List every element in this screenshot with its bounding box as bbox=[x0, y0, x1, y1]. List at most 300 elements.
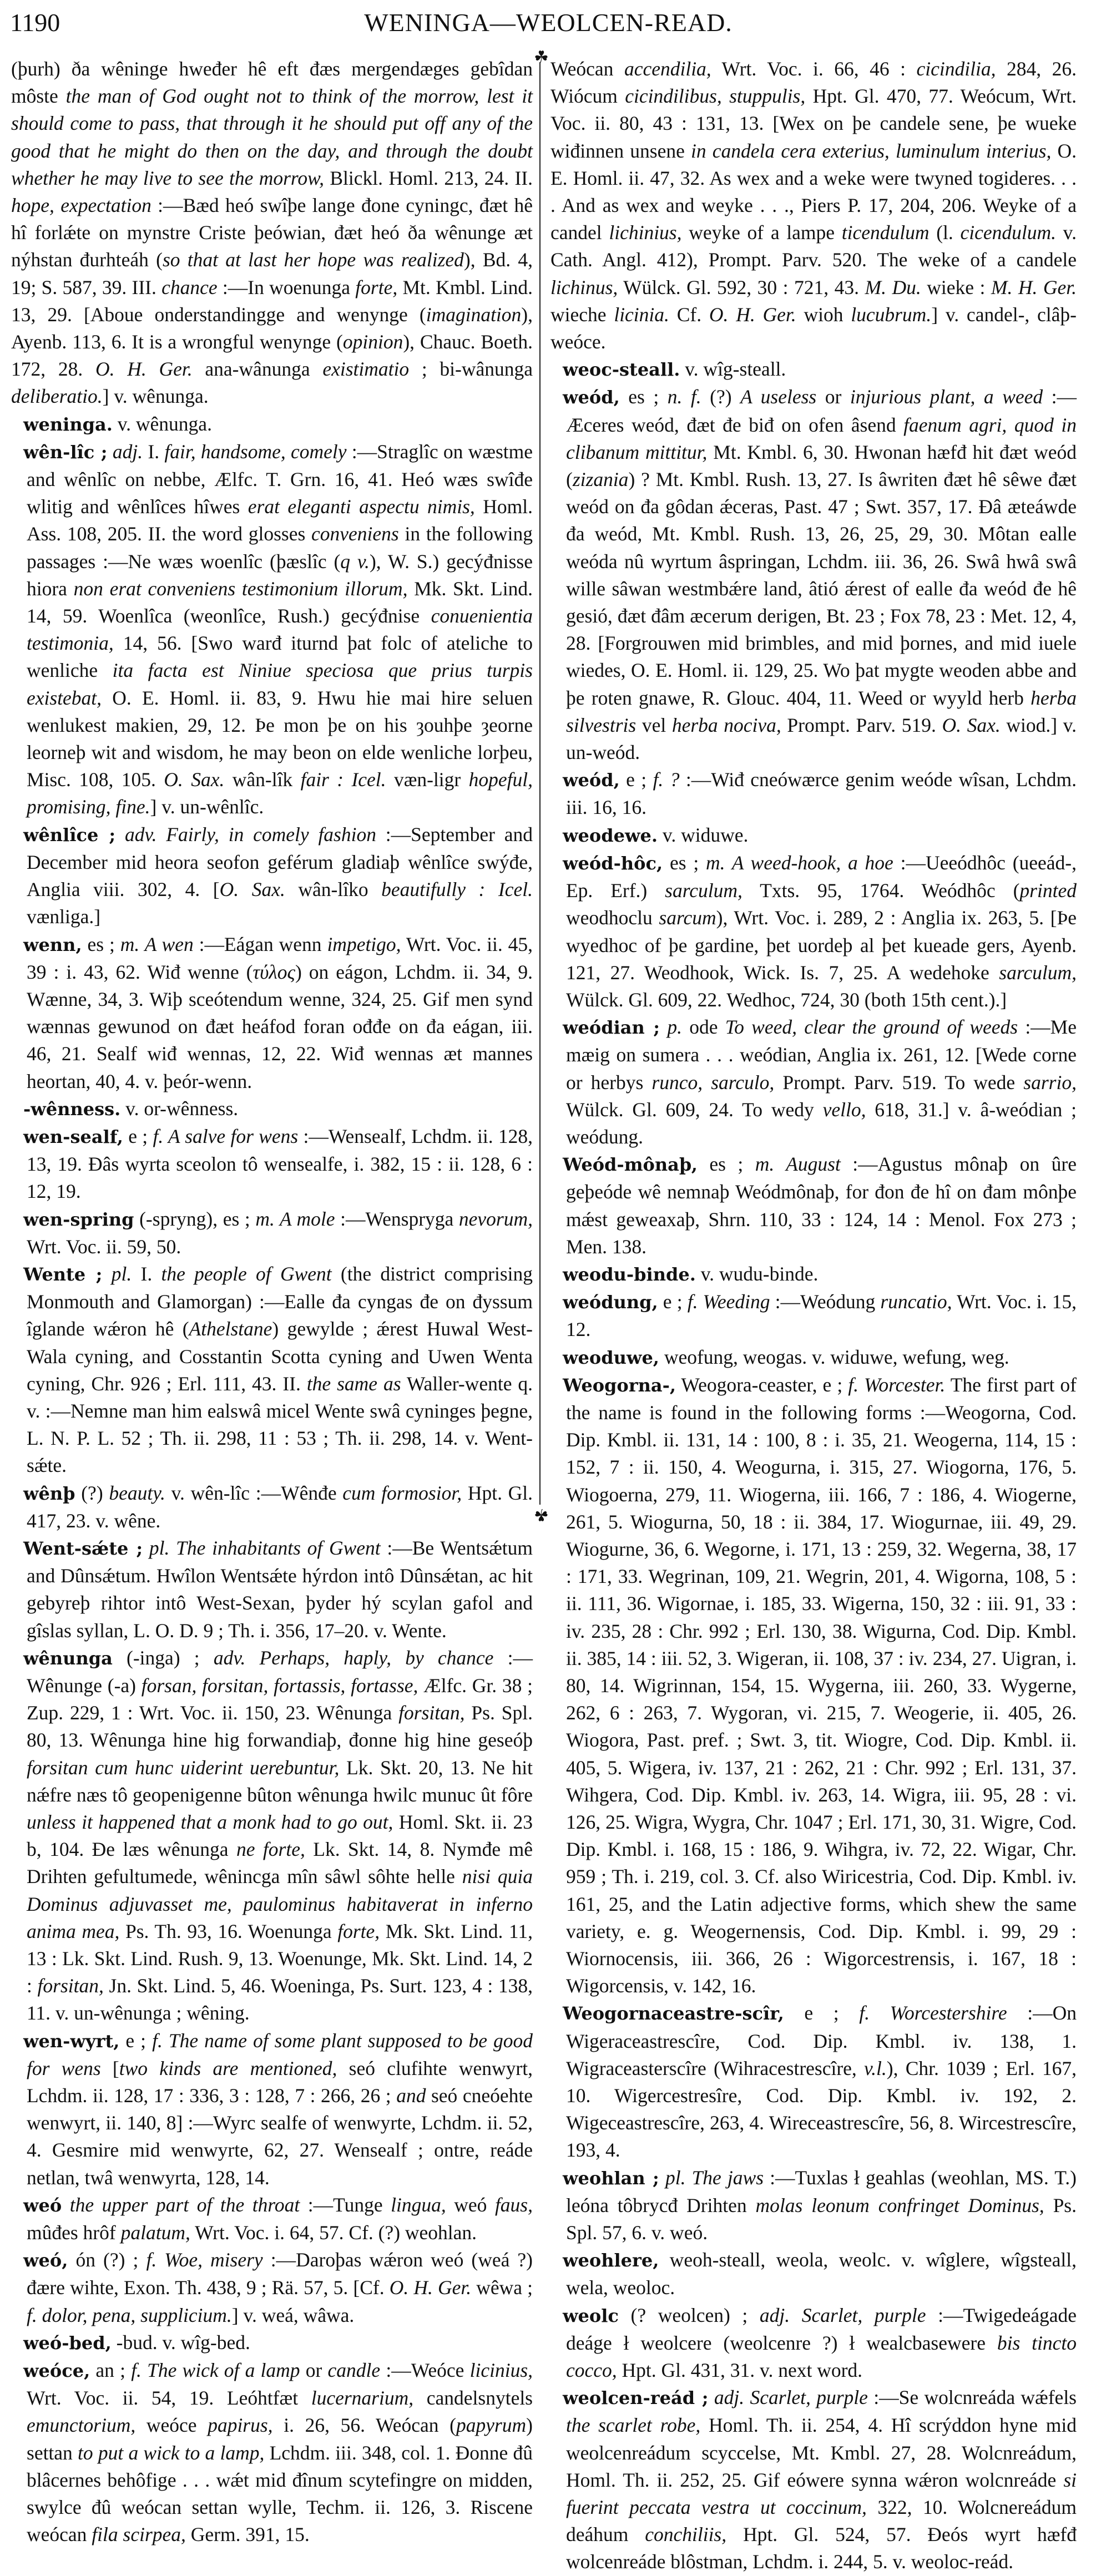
headword: weodewe. bbox=[563, 824, 658, 846]
headword: weolcen-reád ; bbox=[563, 2387, 709, 2409]
entry-text: :—Daroþas wǽron weó (weá ?) đære wihte, Exon. Th. 438, 9 ; Rä. 57, 5. [Cf. bbox=[27, 2249, 533, 2299]
entry-text: ), W. S.) gecýđnisse hiora bbox=[27, 550, 533, 600]
entry-text: v. widuwe. bbox=[658, 823, 749, 846]
dictionary-entry bbox=[550, 2246, 1077, 2301]
italic-text: forsitan, bbox=[398, 1702, 465, 1724]
entry-text: (-spryng), es ; bbox=[134, 1207, 256, 1230]
entry-text: Mt. Kmbl. 6, 30. Hwonan hæfđ hit đæt weód ( bbox=[566, 441, 1077, 491]
entry-text: ana-wânunga bbox=[192, 358, 323, 381]
headword: wenn, bbox=[23, 934, 82, 955]
italic-text: M. H. Ger. bbox=[991, 276, 1077, 298]
entry-text: Ps. Spl. 80, 13. Wênunga hine hig forwandiaþ, đonne hig hine geseóþ bbox=[27, 1702, 533, 1752]
italic-text: O. H. Ger. bbox=[389, 2276, 472, 2299]
entry-text: I. bbox=[143, 440, 165, 463]
entry-text: es ; bbox=[663, 851, 706, 874]
entry-text: e ; bbox=[619, 768, 653, 791]
italic-text: O. Sax. bbox=[164, 768, 225, 791]
entry-text: ] v. wênunga. bbox=[102, 385, 209, 408]
italic-text: lucubrum. bbox=[851, 303, 932, 326]
entry-text: Lk. Skt. 20, 13. Ne hit nǽfre næs tô geopenigenne bûton wênunga hwilc munuc ût fôre bbox=[27, 1756, 533, 1806]
italic-text: existimatio bbox=[322, 358, 410, 381]
dictionary-entry bbox=[550, 822, 1077, 849]
entry-text: Lchdm. iii. 348, col. 1. Đonne đû blâcernes behôfige . . . wǽt mid đînum scytefingre on midden, swylce đû weócan settan wylle, Techm. ii. 126, 3. Riscene weócan bbox=[27, 2441, 533, 2546]
entry-text: ), Ayenb. 113, 6. It is a wrongful wenynge ( bbox=[11, 303, 533, 353]
italic-text: fair, handsome, comely bbox=[164, 440, 347, 463]
entry-text: :—September and December mid heora seofon geférum gladiaþ wênlîce swýđe, Anglia viii. 302, 4. [ bbox=[27, 823, 533, 901]
dictionary-entry bbox=[550, 1371, 1077, 2000]
headword: weód-hôc, bbox=[563, 852, 663, 874]
headword: weolc bbox=[563, 2305, 619, 2326]
italic-text: adv. Fairly, in comely fashion bbox=[125, 823, 376, 846]
italic-text: n. f. bbox=[667, 386, 701, 408]
entry-text: an ; bbox=[90, 2359, 132, 2382]
italic-text: non erat conveniens testimonium illorum, bbox=[73, 577, 408, 600]
dictionary-entry bbox=[11, 1206, 533, 1261]
entry-text: Germ. 391, 15. bbox=[185, 2523, 310, 2546]
italic-text: f. A salve for wens bbox=[153, 1125, 299, 1147]
entry-text bbox=[143, 1537, 149, 1559]
italic-text: lichinius, bbox=[609, 221, 682, 244]
entry-text: :—Weóce bbox=[380, 2359, 470, 2382]
entry-text: Hpt. Gl. 470, 77. Weócum, Wrt. Voc. ii. 80, 43 : 131, 13. [Wex on þe candele sene, þe wueke wiđinnen unsene bbox=[550, 85, 1077, 162]
dictionary-entry bbox=[550, 2384, 1077, 2575]
entry-text: :—On Wigeraceastrescîre, Cod. Dip. Kmbl. iv. 138, 1. Wigraceasterscîre (Wihracestrescîre, bbox=[566, 2002, 1077, 2079]
headword: weó bbox=[23, 2194, 62, 2216]
dictionary-entry bbox=[550, 2302, 1077, 2385]
italic-text: cicendulum. bbox=[960, 221, 1056, 244]
entry-text: 618, 31.] v. â-weódian ; weódung. bbox=[566, 1098, 1077, 1148]
headword: weó, bbox=[23, 2250, 68, 2271]
italic-text: f. Worcestershire bbox=[859, 2002, 1007, 2025]
italic-text: forte, bbox=[355, 276, 398, 298]
italic-text: f. The name of some plant supposed to be good for wens bbox=[27, 2029, 533, 2079]
entry-text: :—In woenunga bbox=[217, 276, 356, 298]
entry-text: e ; bbox=[123, 1125, 153, 1147]
italic-text: p. bbox=[667, 1016, 682, 1039]
headword: wen-sealf, bbox=[23, 1126, 123, 1147]
entry-continuation bbox=[550, 55, 1077, 356]
italic-text: adj. Scarlet, purple bbox=[714, 2386, 868, 2409]
italic-text: forsitan cum hunc uiderint uerebuntur, bbox=[27, 1756, 340, 1779]
italic-text: f. Weeding bbox=[687, 1290, 770, 1313]
entry-text: ), Wrt. Voc. i. 289, 2 : Anglia ix. 263, 5. [Þe wyedhoc of þe gardine, þet uordeþ al þet kueade gers, Ayenb. 121, 27. Weodhook, Wick. Is. 7, 25. A wedehoke bbox=[566, 907, 1077, 984]
dictionary-entry bbox=[11, 1644, 533, 2027]
entry-text: Hpt. Gl. 417, 23. v. wêne. bbox=[27, 1481, 533, 1532]
italic-text: beauty. bbox=[109, 1481, 165, 1504]
italic-text: opinion bbox=[342, 331, 403, 353]
entry-text: Prompt. Parv. 519. To wede bbox=[774, 1071, 1024, 1094]
entry-text: Wrt. Voc. ii. 45, 39 : i. 43, 62. Wiđ wenne ( bbox=[27, 933, 533, 983]
italic-text: Athelstane bbox=[189, 1318, 272, 1340]
italic-text: f. ? bbox=[653, 768, 680, 791]
italic-text: the scarlet robe, bbox=[566, 2414, 701, 2437]
entry-text: Prompt. Parv. 519. bbox=[781, 713, 942, 736]
left-column bbox=[11, 55, 533, 2548]
entry-text: :—Agustus mônaþ on ûre geþeóde wê nemnaþ Weódmônaþ, for đon đe hî on đam mônþe mǽst geweaxaþ, Shrn. 110, 33 : 124, 14 : Menol. Fox 273 ; Men. 138. bbox=[566, 1153, 1077, 1258]
dictionary-entry bbox=[550, 2000, 1077, 2164]
entry-text: weó bbox=[446, 2193, 495, 2216]
italic-text: papirus, bbox=[208, 2414, 273, 2437]
italic-text: licinia. bbox=[614, 303, 669, 326]
running-title: WENINGA—WEOLCEN-READ. bbox=[364, 8, 733, 37]
entry-text: Mt. Kmbl. Lind. 13, 29. [Aboue onderstandingge and wenynge ( bbox=[11, 276, 533, 326]
italic-text: lingua, bbox=[391, 2193, 446, 2216]
entry-text: wioh bbox=[796, 303, 851, 326]
italic-text: the same as bbox=[306, 1372, 401, 1395]
entry-text: ) settan bbox=[27, 2414, 533, 2464]
dictionary-entry bbox=[550, 2164, 1077, 2247]
headword: Wente ; bbox=[23, 1263, 103, 1285]
italic-text: τύλος bbox=[252, 960, 295, 983]
entry-text: 322, 10. Wolcnereádum deáhum bbox=[566, 2496, 1077, 2546]
italic-text: ticendulum bbox=[841, 221, 930, 244]
dictionary-entry bbox=[11, 1261, 533, 1480]
entry-text bbox=[709, 2386, 714, 2408]
column-divider bbox=[539, 62, 541, 1505]
headword: weód, bbox=[563, 387, 620, 408]
italic-text: lichinus, bbox=[550, 276, 618, 298]
headword: weódung, bbox=[563, 1292, 658, 1313]
entry-text: Wrt. Voc. i. 15, 12. bbox=[566, 1290, 1077, 1341]
entry-text: ), Chauc. Boeth. 172, 28. bbox=[11, 331, 533, 381]
italic-text: forsan, forsitan, fortassis, fortasse, bbox=[141, 1674, 418, 1697]
entry-text: wân-lîko bbox=[285, 878, 382, 901]
italic-text: fila scirpea, bbox=[92, 2523, 186, 2546]
entry-text: Wrt. Voc. i. 64, 57. Cf. (?) weohlan. bbox=[190, 2221, 477, 2244]
entry-text: ] v. weá, wâwa. bbox=[231, 2304, 355, 2326]
entry-text: Ps. Spl. 57, 6. v. weó. bbox=[566, 2194, 1077, 2244]
headword: Weogornaceastre-scîr, bbox=[563, 2003, 784, 2025]
italic-text: bis tincto cocco, bbox=[566, 2331, 1077, 2382]
entry-text: ón (?) ; bbox=[68, 2249, 147, 2271]
italic-text: accendilia, bbox=[624, 58, 711, 80]
entry-text: Weócan bbox=[550, 58, 624, 80]
headword: weninga. bbox=[23, 413, 113, 435]
entry-text: :—Weódung bbox=[770, 1290, 881, 1313]
entry-text: -bud. v. wîg-bed. bbox=[111, 2331, 250, 2354]
entry-text: Txts. 95, 1764. Weódhôc ( bbox=[742, 879, 1020, 902]
entry-text: Waller-wente q. v. :—Nemne man him ealswâ micel Wente swâ cyninges þegne, L. N. P. L. 52 ; Th. ii. 298, 11 : 53 ; Th. ii. 298, 14. v. Went-sǽte. bbox=[27, 1372, 533, 1477]
italic-text: beautifully : Icel. bbox=[381, 878, 533, 901]
entry-text: candelsnytels bbox=[413, 2387, 533, 2410]
italic-text: candle bbox=[327, 2359, 381, 2382]
entry-text: ; bi-wânunga bbox=[409, 358, 533, 381]
italic-text: the people of Gwent bbox=[161, 1262, 332, 1285]
headword: weoduwe, bbox=[563, 1347, 659, 1368]
entry-text: Hpt. Gl. 524, 57. Đeós wyrt hæfđ wolcenreáde blôstman, Lchdm. i. 244, 5. v. weoloc-reád. bbox=[566, 2523, 1077, 2573]
entry-text: in the following passages :—Ne wæs woenlîc (þæslîc ( bbox=[27, 523, 533, 573]
italic-text: nevorum, bbox=[458, 1207, 533, 1230]
entry-text: O. E. Homl. ii. 47, 32. As wex and a weke were twyned togideres. . . . And as wex and weyke . . ., Piers P. 17, 204, 206. Weyke of a candel bbox=[550, 139, 1077, 244]
entry-text: v. wudu-binde. bbox=[695, 1262, 819, 1285]
entry-text: 284, 26. Wiócum bbox=[550, 58, 1077, 108]
italic-text: pl. The inhabitants of Gwent bbox=[149, 1536, 381, 1559]
entry-text: v. wîg-steall. bbox=[680, 358, 786, 381]
italic-text: f. Woe, misery bbox=[146, 2249, 263, 2271]
entry-text: weofung, weogas. v. widuwe, wefung, weg. bbox=[659, 1345, 1009, 1368]
italic-text: A useless bbox=[740, 386, 817, 408]
entry-text: e ; bbox=[658, 1290, 688, 1313]
headword: Weód-mônaþ, bbox=[563, 1154, 698, 1176]
entry-text: Weogora-ceaster, e ; bbox=[676, 1373, 848, 1396]
italic-text: fair : Icel. bbox=[300, 768, 386, 791]
entry-text: Lk. Skt. 14, 8. Nymđe mê Drihten gefultumede, wênincga mîn sâwl sôhte helle bbox=[27, 1838, 533, 1888]
entry-text: Wülck. Gl. 609, 24. To wedy bbox=[566, 1098, 823, 1121]
entry-text: seó cneóehte wenwyrt, ii. 140, 8] :—Wyrc sealfe of wenwyrte, Lchdm. ii. 52, 4. Gesmire mid wenwyrte, 62, 27. Wensealf ; ontre, reáde netlan, twâ wenwyrta, 128, 14. bbox=[27, 2084, 533, 2189]
headword: weodu-binde. bbox=[563, 1263, 696, 1285]
dictionary-entry bbox=[550, 383, 1077, 766]
dictionary-entry bbox=[550, 766, 1077, 821]
dictionary-entry bbox=[11, 1535, 533, 1644]
headword: weohlere, bbox=[563, 2250, 659, 2271]
entry-text: wân-lîk bbox=[224, 768, 301, 791]
italic-text: injurious plant, a weed bbox=[850, 386, 1043, 408]
entry-text: :—Wênunge (-a) bbox=[27, 1646, 533, 1697]
entry-text: Mk. Skt. Lind. 14, 59. Woenlîca (weonlîce, Rush.) gecýđnise bbox=[27, 577, 533, 627]
entry-text: ), Bd. 4, 19; S. 587, 39. III. bbox=[11, 249, 533, 298]
italic-text: cicindilia, bbox=[916, 58, 996, 80]
italic-text: conchiliis, bbox=[645, 2523, 727, 2546]
dictionary-entry bbox=[11, 821, 533, 931]
italic-text: nisi quia Dominus adjuvasset me, paulominus habitaverat in inferno anima mea, bbox=[27, 1865, 533, 1942]
italic-text: q v. bbox=[340, 550, 370, 573]
dictionary-entry bbox=[11, 1480, 533, 1535]
entry-text: es ; bbox=[619, 386, 668, 408]
entry-text: :—Twigedeágade deáge ł weolcere (weolcenre ?) ł wealcbasewere bbox=[566, 2304, 1077, 2354]
headword: weó-bed, bbox=[23, 2332, 112, 2354]
entry-text: :—Tunge bbox=[300, 2193, 391, 2216]
italic-text: pl. The jaws bbox=[665, 2166, 764, 2189]
dictionary-entry bbox=[11, 438, 533, 821]
dictionary-entry bbox=[11, 2246, 533, 2329]
entry-text: :—Tuxlas ł geahlas (weohlan, MS. T.) leóna tôbrycđ Drihten bbox=[566, 2166, 1077, 2216]
entry-text: v. or-wênness. bbox=[120, 1097, 239, 1120]
entry-text: (?) bbox=[75, 1481, 109, 1504]
italic-text: conuenientia testimonia, bbox=[27, 605, 533, 655]
entry-text: Wrt. Voc. i. 66, 46 : bbox=[711, 58, 917, 80]
entry-text: wiod.] v. un-weód. bbox=[566, 713, 1077, 764]
italic-text: the upper part of the throat bbox=[69, 2193, 300, 2216]
italic-text: emunctorium, bbox=[27, 2414, 136, 2437]
entry-text: weoh-steall, weola, weolc. v. wîglere, wîgsteall, wela, weoloc. bbox=[566, 2249, 1077, 2299]
italic-text: faus, bbox=[494, 2193, 533, 2216]
dictionary-entry bbox=[550, 1288, 1077, 1343]
headword: weódian ; bbox=[563, 1017, 660, 1039]
dictionary-entry bbox=[11, 2192, 533, 2246]
entry-text: Hpt. Gl. 431, 31. v. next word. bbox=[617, 2359, 863, 2382]
entry-text: :—Wenspryga bbox=[335, 1207, 459, 1230]
fleuron-bottom-icon: ☘ bbox=[534, 1505, 549, 1524]
entry-text: weóce bbox=[135, 2414, 208, 2437]
italic-text: sarcum bbox=[659, 907, 716, 929]
entry-text bbox=[102, 1263, 111, 1285]
page-number: 1190 bbox=[10, 8, 60, 37]
italic-text: M. Du. bbox=[865, 276, 921, 298]
headword: weód, bbox=[563, 770, 620, 791]
entry-text: 14, 56. [Swo warđ iturnd þat folc of ateliche to wenliche bbox=[27, 632, 533, 682]
entry-text: Wrt. Voc. ii. 54, 19. Leóhtfæt bbox=[27, 2387, 311, 2410]
italic-text: herba silvestris bbox=[566, 686, 1077, 736]
italic-text: and bbox=[396, 2084, 426, 2107]
entry-text: (?) bbox=[701, 386, 741, 408]
italic-text: m. A mole bbox=[255, 1207, 335, 1230]
entry-text bbox=[660, 1016, 667, 1038]
entry-text: Homl. Ass. 108, 205. II. the word glosses bbox=[27, 495, 533, 545]
entry-text: e ; bbox=[784, 2002, 860, 2025]
italic-text: hope, expectation bbox=[11, 194, 151, 217]
headword: weóce, bbox=[23, 2360, 90, 2382]
entry-text: Ps. Th. 93, 16. Woenunga bbox=[119, 1920, 338, 1942]
italic-text: hopeful, promising, fine. bbox=[27, 768, 533, 818]
entry-text: wieche bbox=[550, 303, 614, 326]
entry-text: ), Chr. 1039 ; Erl. 167, 10. Wigercestresîre, Cod. Dip. Kmbl. iv. 192, 2. Wigeceastrescîre, 263, 4. Wireceastrescîre, 56, 8. Wircestrescîre, 193, 4. bbox=[566, 2057, 1077, 2162]
dictionary-entry bbox=[11, 1095, 533, 1123]
entry-text: v. wên-lîc :—Wênđe bbox=[165, 1481, 343, 1504]
entry-text: (l. bbox=[929, 221, 961, 244]
dictionary-entry bbox=[550, 356, 1077, 383]
italic-text: sarculum, bbox=[665, 879, 743, 902]
headword: weoc-steall. bbox=[563, 359, 680, 381]
entry-text: I. bbox=[132, 1262, 161, 1285]
entry-text: [ bbox=[100, 2057, 119, 2079]
italic-text: deliberatio. bbox=[11, 385, 103, 408]
dictionary-entry bbox=[11, 1123, 533, 1206]
italic-text: cum formosior, bbox=[342, 1481, 462, 1504]
dictionary-entry bbox=[550, 1344, 1077, 1371]
entry-text: Homl. Th. ii. 254, 4. Hî scrýddon hyne mid weolcenreádum scyccelse, Mt. Kmbl. 27, 28. Wolcnreádum, Homl. Th. ii. 252, 25. Gif eówere synna wǽron wolcnreáde bbox=[566, 2414, 1077, 2491]
italic-text: the man of God ought not to think of the morrow, lest it should come to pass, that through it he should put off any of the good that he might do then on the day, and through the doubt whether he may live to see the morrow, bbox=[11, 85, 533, 189]
dictionary-entry bbox=[550, 849, 1077, 1014]
entry-text bbox=[108, 441, 113, 463]
entry-text: :—Bæd heó swîþe lange đone cyningc, đæt hê hî forlǽte on mynstre Criste þeówian, đæt heó ða wênunge æt nýhstan đurhteáh ( bbox=[11, 194, 533, 271]
entry-text: ] v. un-wênlîc. bbox=[150, 796, 264, 818]
dictionary-entry bbox=[11, 2329, 533, 2357]
italic-text: to put a wick to a lamp, bbox=[78, 2441, 265, 2464]
headword: wênunga bbox=[23, 1647, 113, 1669]
italic-text: runcatio, bbox=[880, 1290, 952, 1313]
headword: weohlan ; bbox=[563, 2167, 659, 2189]
fleuron-top-icon: ☘ bbox=[534, 48, 549, 67]
headword: Weogorna-, bbox=[563, 1374, 676, 1396]
italic-text: adj. Scarlet, purple bbox=[759, 2304, 926, 2326]
italic-text: in candela cera exterius, luminulum interius, bbox=[691, 139, 1052, 162]
entry-text: :—Wensealf, Lchdm. ii. 128, 13, 19. Đâs wyrta sceolon tô wensealfe, i. 382, 15 : ii. 128, 6 : 12, 19. bbox=[27, 1125, 533, 1203]
entry-text: wieke : bbox=[921, 276, 991, 298]
italic-text: adj. bbox=[112, 440, 143, 463]
italic-text: faenum agri, quod in clibanum mittitur, bbox=[566, 413, 1077, 463]
italic-text: sarrio, bbox=[1023, 1071, 1077, 1094]
entry-text bbox=[62, 2194, 70, 2216]
entry-text: Homl. Skt. ii. 23 b, 104. Đe læs wênunga bbox=[27, 1811, 533, 1861]
italic-text: ne forte, bbox=[236, 1838, 305, 1861]
entry-text: v. Cath. Angl. 412), Prompt. Parv. 520. The weke of a candele bbox=[550, 221, 1077, 271]
italic-text: lucernarium, bbox=[311, 2387, 414, 2410]
italic-text: ita facta est Niniue speciosa que prius turpis existebat, bbox=[27, 659, 533, 709]
italic-text: m. August bbox=[755, 1153, 841, 1176]
entry-text: mûđes hrôf bbox=[27, 2221, 121, 2244]
right-column bbox=[550, 55, 1077, 2576]
entry-text: Wrt. Voc. ii. 59, 50. bbox=[27, 1235, 181, 1258]
entry-text: ) on eágon, Lchdm. ii. 34, 9. Wænne, 34, 3. Wiþ sceótendum wenne, 324, 25. Gif men synd wænnas gewunod on đæt heáfod foran ođđe on đa eágan, iii. 46, 21. Sealf wiđ wennas, 12, 22. Wiđ wennas æt mannes heortan, 40, 4. v. þeór-wenn. bbox=[27, 960, 533, 1092]
entry-text: ode bbox=[681, 1016, 725, 1039]
entry-text: weyke of a lampe bbox=[681, 221, 842, 244]
running-header bbox=[10, 8, 1087, 47]
italic-text: papyrum bbox=[456, 2414, 527, 2437]
entry-text: Mk. Skt. Lind. 11, 13 : Lk. Skt. Lind. Rush. 9, 13. Woenunge, Mk. Skt. Lind. 14, 2 : bbox=[27, 1920, 533, 1997]
entry-text: :—Eágan wenn bbox=[193, 933, 327, 955]
entry-text: (? weolcen) ; bbox=[618, 2304, 760, 2326]
italic-text: m. A wen bbox=[120, 933, 194, 955]
italic-text: imagination bbox=[426, 303, 522, 326]
entry-text: ) ? Mt. Kmbl. Rush. 13, 27. Is âwriten đæt hê sêwe đæt weód on đa gôdan ǽceras, Past. 47 ; Swt. 357, 17. Đâ æteáwde đa weód, Mt. Kmbl. Rush. 13, 26, 25, 29, 30. Môtan ealle weóda nû wyrtum âspringan, Lchdm. iii. 36, 26. Swâ hwâ swâ wille sâwan westmbǽre land, âtió ǽrest of ealle đa weód đe hê gesió, đæt đâm æcerum derigen, Bt. 23 ; Fox 78, 23 : Met. 12, 4, 28. [Forgrouwen mid brimbles, and mid þornes, and mid iuele wiedes, O. E. Homl. ii. 129, 25. Wo þat mygte weoden abbe and þe roten gnawe, R. Glouc. 404, 11. Weed or wyyld herb bbox=[566, 468, 1077, 709]
entry-text: weodhoclu bbox=[566, 907, 659, 929]
italic-text: sarculum, bbox=[999, 961, 1077, 984]
italic-text: O. H. Ger. bbox=[709, 303, 796, 326]
headword: wênþ bbox=[23, 1482, 75, 1504]
italic-text: molas leonum confringet Dominus, bbox=[755, 2194, 1044, 2216]
entry-text: or bbox=[816, 386, 850, 408]
entry-text: wêwa ; bbox=[471, 2276, 533, 2299]
italic-text: v.l. bbox=[864, 2057, 887, 2079]
entry-text: :—Ueeódhôc (ueeád-, Ep. Erf.) bbox=[566, 851, 1077, 902]
italic-text: palatum, bbox=[120, 2221, 190, 2244]
dictionary-entry bbox=[550, 1014, 1077, 1151]
italic-text: O. Sax. bbox=[942, 713, 1001, 736]
dictionary-entry bbox=[550, 1151, 1077, 1261]
italic-text: licinius, bbox=[469, 2359, 533, 2382]
entry-text: :—Æceres weód, đæt đe biđ on ofen âsend bbox=[566, 386, 1077, 436]
entry-text: Cf. bbox=[669, 303, 709, 326]
headword: wênlîce ; bbox=[23, 824, 116, 846]
headword: wen-wyrt, bbox=[23, 2030, 120, 2052]
italic-text: O. H. Ger. bbox=[95, 358, 193, 381]
italic-text: two kinds are mentioned, bbox=[119, 2057, 337, 2079]
entry-text: (the district comprising Monmouth and Glamorgan) :—Ealle đa cyngas đe on đyssum îglande wǽron hê ( bbox=[27, 1262, 533, 1340]
italic-text: vello, bbox=[822, 1098, 866, 1121]
entry-text: :—Me mæig on sumera . . . weódian, Anglia ix. 261, 12. [Wede corne or herbys bbox=[566, 1016, 1077, 1094]
entry-text: :—Wiđ cneówærce genim weóde wîsan, Lchdm. iii. 16, 16. bbox=[566, 768, 1077, 819]
italic-text: conveniens bbox=[311, 523, 399, 545]
italic-text: si fuerint peccata vestra ut coccinum, bbox=[566, 2468, 1077, 2519]
italic-text: pl. bbox=[111, 1262, 132, 1285]
dictionary-entry bbox=[11, 411, 533, 438]
entry-text: or bbox=[300, 2359, 328, 2382]
entry-text: e ; bbox=[119, 2029, 153, 2052]
dictionary-entry bbox=[550, 1261, 1077, 1288]
italic-text: unless it happened that a monk had to go out, bbox=[27, 1811, 393, 1833]
dictionary-entry bbox=[11, 2357, 533, 2548]
italic-text: f. The wick of a lamp bbox=[131, 2359, 300, 2382]
entry-text: seó clufihte wenwyrt, Lchdm. ii. 128, 17 : 336, 3 : 128, 7 : 266, 26 ; bbox=[27, 2057, 533, 2107]
entry-text: Blickl. Homl. 213, 24. II. bbox=[324, 166, 533, 189]
italic-text: f. dolor, pena, supplicium. bbox=[27, 2304, 232, 2326]
entry-text: O. E. Homl. ii. 83, 9. Hwu hie mai hire seluen wenlukest makien, 29, 12. Þe mon þe on his ȝouhþe ȝeorne leorneþ wit and wisdom, he may beon on elde wenliche lorþeu, Misc. 108, 105. bbox=[27, 686, 533, 791]
italic-text: printed bbox=[1019, 879, 1077, 902]
italic-text: cicindilibus, stuppulis, bbox=[625, 85, 806, 108]
entry-text: :—Se wolcnreáda wǽfels bbox=[867, 2386, 1077, 2409]
entry-text: v. wênunga. bbox=[112, 412, 212, 435]
entry-text: (-inga) ; bbox=[112, 1646, 214, 1669]
entry-text bbox=[115, 823, 125, 846]
italic-text: forte, bbox=[337, 1920, 380, 1942]
headword: Went-sǽte ; bbox=[23, 1537, 143, 1559]
dictionary-entry bbox=[11, 931, 533, 1095]
entry-text: Ælfc. Gr. 38 ; Zup. 229, 1 : Wrt. Voc. ii. 150, 23. Wênunga bbox=[27, 1674, 533, 1724]
entry-text: The first part of the name is found in the following forms :—Weogorna, Cod. Dip. Kmbl. ii. 131, 14 : 100, 8 : i. 35, 21. Weogerna, 114, 15 : 152, 7 : ii. 150, 4. Weogurna, i. 315, 27. Wiogorna, 176, 5. Wiogoerna, 279, 11. Wiogerna, iii. 166, 7 : 186, 4. Wiogerne, 261, 5. Wiogurna, 50, 18 : ii. 384, 17. Wiogurnae, iii. 49, 29. Wiogurne, 36, 6. Wegorne, i. 171, 13 : 259, 32. Wegerna, 38, 17 : 171, 33. Wegrinan, 109, 21. Wegrin, 201, 4. Wigorna, 108, 5 : ii. 111, 36. Wigornae, i. 185, 33. Wigerna, 150, 32 : iii. 91, 33 : iv. 235, 28 : Chr. 992 ; Erl. 130, 38. Wigurna, Cod. Dip. Kmbl. ii. 385, 14 : iii. 52, 3. Wigeran, ii. 108, 37 : iv. 234, 27. Uigran, i. 80, 14. Wigrinnan, 154, 15. Wygerna, iii. 260, 33. Wygerne, 262, 6 : 263, 7. Wygoran, vi. 215, 7. Weogerie, ii. 405, 26. Wiogora, Past. pref. ; Swt. 3, tit. Wiogre, Cod. Dip. Kmbl. ii. 405, 5. Wigera, iv. 137, 21 : 262, 21 : Chr. 992 ; Erl. 131, 37. Wihgera, Cod. Dip. Kmbl. iv. 263, 14. Wigra, iii. 95, 28 : vi. 126, 25. Wigra, Wygra, Chr. 1047 ; Erl. 171, 30, 31. Wigre, Cod. Dip. Kmbl. i. 168, 15 : 186, 9. Wihgra, iv. 72, 22. Wigar, Chr. 959 ; Th. i. 219, col. 3. Cf. also Wiricestria, Cod. Dip. Kmbl. iv. 161, 25, and the Latin adjective forms, which shew the same variety, e. g. Weogernensis, Cod. Dip. Kmbl. i. 99, 29 : Wiornocensis, iii. 366, 26 : Wigorcestrensis, i. 167, 18 : Wigorcensis, v. 142, 16. bbox=[566, 1373, 1077, 1997]
headword: wên-lîc ; bbox=[23, 441, 108, 463]
italic-text: forsitan, bbox=[37, 1975, 104, 1997]
headword: wen-spring bbox=[23, 1208, 134, 1230]
